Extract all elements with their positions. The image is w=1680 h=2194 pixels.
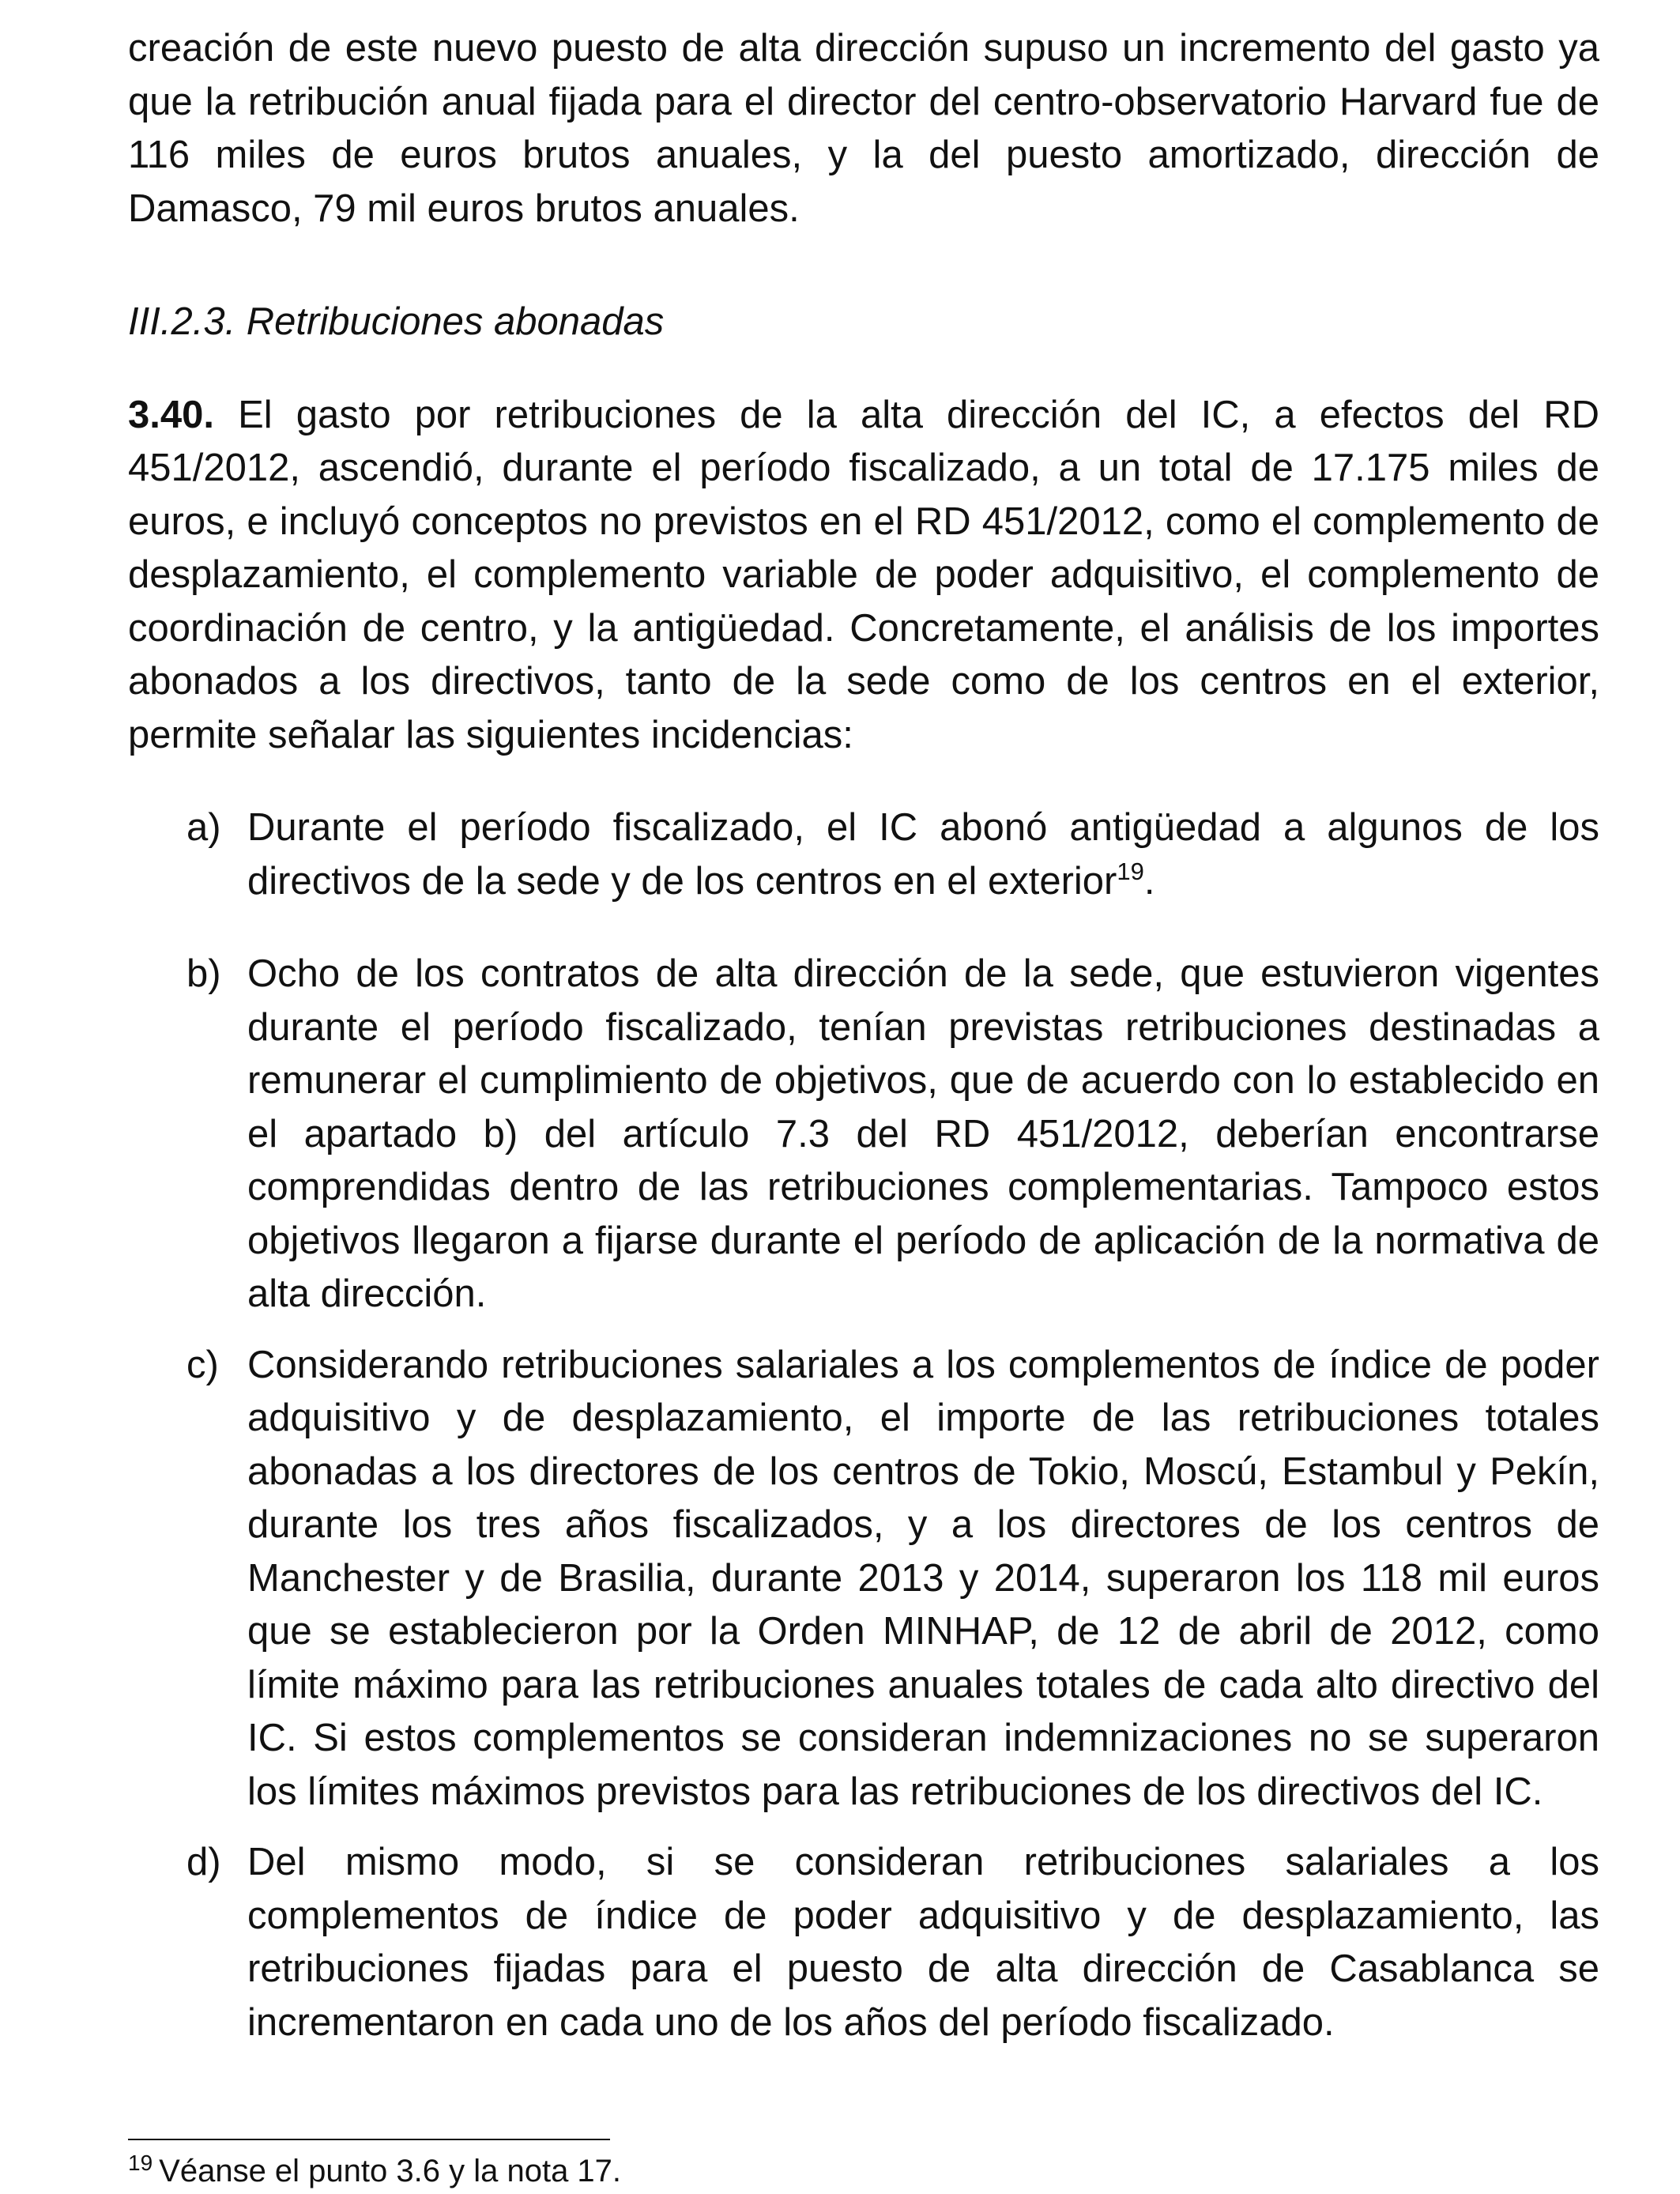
list-item-text: Del mismo modo, si se consideran retribuciones salariales a los complementos de índice de poder adquisitivo y de desplazamiento, las retribuciones fijadas para el puesto de alta dirección de Casablanca se incrementaron en cada uno de los años del período fiscalizado. bbox=[247, 1841, 1599, 2044]
footnote-reference[interactable]: 19 bbox=[1117, 857, 1144, 885]
footnote-text: Véanse el punto 3.6 y la nota 17. bbox=[159, 2154, 622, 2188]
section-heading-text: III.2.3. Retribuciones abonadas bbox=[128, 300, 665, 343]
list-item-d bbox=[128, 1836, 1599, 2049]
section-heading bbox=[128, 296, 1599, 349]
paragraph-3-40 bbox=[128, 389, 1599, 763]
document-page bbox=[128, 22, 1599, 2049]
list-marker: d) bbox=[186, 1841, 221, 1883]
list-item-end: . bbox=[1143, 859, 1155, 903]
list-item-a bbox=[128, 801, 1599, 908]
list-item-text: Considerando retribuciones salariales a los complementos de índice de poder adquisitivo y de desplazamiento, el importe de las retribuciones totales abonadas a los directores de los centros de Tokio, Moscú, Estambul y Pekín, durante los tres años fiscalizados, y a los directores de los centros de Manchester y de Brasilia, durante 2013 y 2014, superaron los 118 mil euros que se establecieron por la Orden MINHAP, de 12 de abril de 2012, como límite máximo para las retribuciones anuales totales de cada alto directivo del IC. Si estos complementos se consideran indemnizaciones no se superaron los límites máximos previstos para las retribuciones de los directivos del IC. bbox=[247, 1343, 1599, 1813]
list-marker: b) bbox=[186, 952, 221, 995]
paragraph-text: El gasto por retribuciones de la alta dirección del IC, a efectos del RD 451/2012, ascendió, durante el período fiscalizado, a un total de 17.175 miles de euros, e incluyó conceptos no previstos en el RD 451/2012, como el complemento de desplazamiento, el complemento variable de poder adquisitivo, el complemento de coordinación de centro, y la antigüedad. Concretamente, el análisis de los importes abonados a los directivos, tanto de la sede como de los centros en el exterior, permite señalar las siguientes incidencias: bbox=[128, 393, 1599, 756]
list-item-c bbox=[128, 1339, 1599, 1819]
intro-paragraph bbox=[128, 22, 1599, 236]
paragraph-number: 3.40. bbox=[128, 393, 214, 436]
footnote bbox=[128, 2151, 621, 2191]
footnote-divider bbox=[128, 2139, 610, 2140]
list-marker: a) bbox=[186, 806, 221, 849]
list-item-text: Ocho de los contratos de alta dirección de la sede, que estuvieron vigentes durante el período fiscalizado, tenían previstas retribuciones destinadas a remunerar el cumplimiento de objetivos, que de acuerdo con lo establecido en el apartado b) del artículo 7.3 del RD 451/2012, deberían encontrarse comprendidas dentro de las retribuciones complementarias. Tampoco estos objetivos llegaron a fijarse durante el período de aplicación de la normativa de alta dirección. bbox=[247, 952, 1599, 1315]
incidence-list bbox=[128, 801, 1599, 2049]
footnote-number: 19 bbox=[128, 2151, 153, 2175]
list-marker: c) bbox=[186, 1343, 219, 1386]
intro-text: creación de este nuevo puesto de alta dirección supuso un incremento del gasto ya que la retribución anual fijada para el director del centro-observatorio Harvard fue de 116 miles de euros brutos anuales, y la del puesto amortizado, dirección de Damasco, 79 mil euros brutos anuales. bbox=[128, 27, 1599, 230]
list-item-text: Durante el período fiscalizado, el IC abonó antigüedad a algunos de los directivos de la sede y de los centros en el exterior bbox=[247, 806, 1599, 903]
list-item-b bbox=[128, 948, 1599, 1321]
